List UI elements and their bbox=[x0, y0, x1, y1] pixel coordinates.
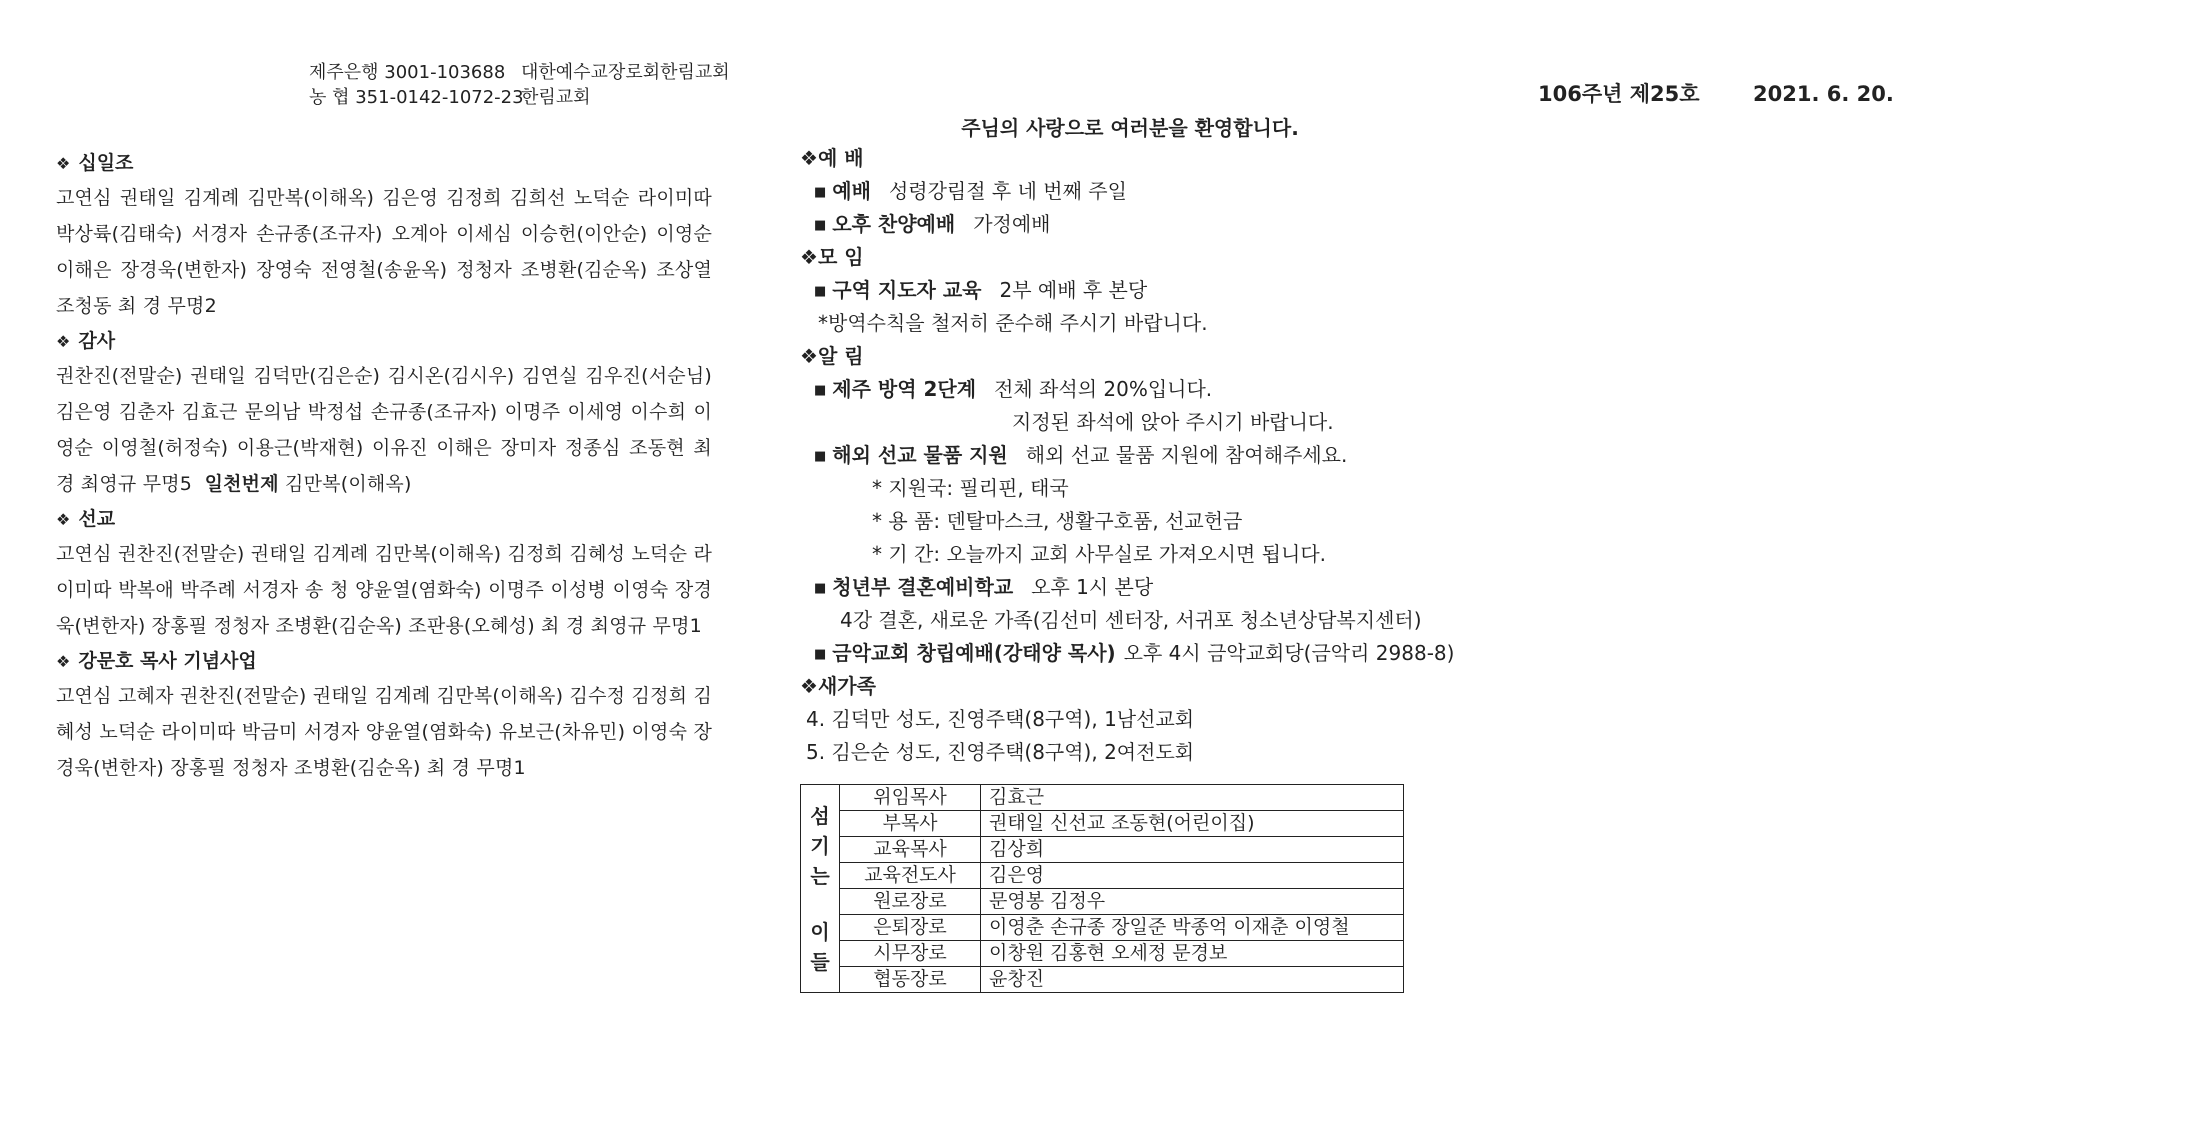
table-row bbox=[801, 889, 1404, 915]
square-bullet-icon: ■ bbox=[814, 449, 827, 464]
staff-names: 김은영 bbox=[981, 863, 1404, 889]
square-bullet-icon: ■ bbox=[814, 647, 827, 662]
diamond-bullet-icon: ❖ bbox=[800, 146, 818, 170]
issue-info bbox=[1538, 78, 1894, 108]
thanks-names: 권찬진(전말순) 권태일 김덕만(김은순) 김시온(김시우) 김연실 김우진(서순님) 김은영 김춘자 김효근 문의남 박정섭 손규종(조규자) 이명주 이세영 이수희 이영순 이영철(허정숙) 이용근(박재현) 이유진 이해은 장미자 정종심 조동현 최 경 최영규 무명5 일천번제 김만복(이해옥) bbox=[56, 365, 712, 495]
bank-line1-label: 제주은행 3001-103688 bbox=[309, 62, 506, 83]
table-row bbox=[801, 967, 1404, 993]
thanks-heading: ❖ 감사 bbox=[56, 330, 116, 352]
special-offering-name: 김만복(이해옥) bbox=[285, 473, 412, 495]
square-bullet-icon: ■ bbox=[814, 284, 827, 299]
diamond-bullet-icon: ❖ bbox=[56, 510, 71, 529]
table-row bbox=[801, 863, 1404, 889]
meeting-item: ■ 구역 지도자 교육 2부 예배 후 본당 bbox=[814, 278, 1148, 302]
bank-line1-value: 대한예수교장로회한림교회 bbox=[521, 62, 730, 83]
notice-youth: ■ 청년부 결혼예비학교 오후 1시 본당 bbox=[814, 575, 1154, 599]
square-bullet-icon: ■ bbox=[814, 185, 827, 200]
diamond-bullet-icon: ❖ bbox=[800, 674, 818, 698]
table-row bbox=[801, 811, 1404, 837]
staff-role: 교육전도사 bbox=[840, 863, 981, 889]
table-row bbox=[801, 941, 1404, 967]
bank-accounts bbox=[309, 60, 730, 110]
staff-names: 김상희 bbox=[981, 837, 1404, 863]
meeting-note: *방역수칙을 철저히 준수해 주시기 바랍니다. bbox=[818, 311, 1208, 335]
notice-quarantine: ■ 제주 방역 2단계 전체 좌석의 20%입니다. bbox=[814, 377, 1213, 401]
diamond-bullet-icon: ❖ bbox=[56, 332, 71, 351]
issue-number: 106주년 제25호 bbox=[1538, 82, 1700, 106]
staff-role: 위임목사 bbox=[840, 785, 981, 811]
newcomers-heading: ❖새가족 bbox=[800, 674, 876, 698]
staff-names: 이창원 김홍현 오세정 문경보 bbox=[981, 941, 1404, 967]
worship-item: ■ 오후 찬양예배 가정예배 bbox=[814, 212, 1051, 236]
table-row bbox=[801, 837, 1404, 863]
newcomer-item: 5. 김은순 성도, 진영주택(8구역), 2여전도회 bbox=[806, 740, 1195, 764]
notices-heading: ❖알 림 bbox=[800, 344, 864, 368]
table-row bbox=[801, 785, 1404, 811]
worship-heading: ❖예 배 bbox=[800, 146, 864, 170]
staff-table bbox=[800, 784, 1404, 993]
staff-role: 시무장로 bbox=[840, 941, 981, 967]
overseas-detail: * 용 품: 덴탈마스크, 생활구호품, 선교헌금 bbox=[872, 509, 1243, 533]
staff-role: 교육목사 bbox=[840, 837, 981, 863]
diamond-bullet-icon: ❖ bbox=[800, 344, 818, 368]
square-bullet-icon: ■ bbox=[814, 218, 827, 233]
diamond-bullet-icon: ❖ bbox=[800, 245, 818, 269]
welcome-message: 주님의 사랑으로 여러분을 환영합니다. bbox=[961, 116, 1299, 140]
mission-heading: ❖ 선교 bbox=[56, 508, 116, 530]
worship-item: ■ 예배 성령강림절 후 네 번째 주일 bbox=[814, 179, 1127, 203]
issue-date: 2021. 6. 20. bbox=[1753, 82, 1894, 106]
newcomer-item: 4. 김덕만 성도, 진영주택(8구역), 1남선교회 bbox=[806, 707, 1195, 731]
diamond-bullet-icon: ❖ bbox=[56, 154, 71, 173]
staff-names: 윤창진 bbox=[981, 967, 1404, 993]
offerings-column bbox=[56, 146, 712, 786]
staff-side-label: 섬 기 는 이 들 bbox=[801, 785, 840, 993]
tithe-names: 고연심 권태일 김계례 김만복(이해옥) 김은영 김정희 김희선 노덕순 라이미따 박상륙(김태숙) 서경자 손규종(조규자) 오계아 이세심 이승헌(이안순) 이영순 이해은 장경욱(변한자) 장영숙 전영철(송윤옥) 정청자 조병환(김순옥) 조상열 조청동 최 경 무명2 bbox=[56, 187, 712, 317]
overseas-detail: * 지원국: 필리핀, 태국 bbox=[872, 476, 1069, 500]
staff-role: 협동장로 bbox=[840, 967, 981, 993]
bank-line2-label: 농 협 351-0142-1072-23 bbox=[309, 87, 524, 108]
square-bullet-icon: ■ bbox=[814, 581, 827, 596]
memorial-names: 고연심 고혜자 권찬진(전말순) 권태일 김계례 김만복(이해옥) 김수정 김정희 김혜성 노덕순 라이미따 박금미 서경자 양윤열(염화숙) 유보근(차유민) 이영숙 장경욱(변한자) 장홍필 정청자 조병환(김순옥) 최 경 무명1 bbox=[56, 685, 712, 779]
bank-line2-value: 한림교회 bbox=[521, 87, 591, 108]
diamond-bullet-icon: ❖ bbox=[56, 652, 71, 671]
meetings-heading: ❖모 임 bbox=[800, 245, 864, 269]
staff-names: 김효근 bbox=[981, 785, 1404, 811]
mission-names: 고연심 권찬진(전말순) 권태일 김계례 김만복(이해옥) 김정희 김혜성 노덕순 라이미따 박복애 박주례 서경자 송 청 양윤열(염화숙) 이명주 이성병 이영숙 장경욱(변한자) 장홍필 정청자 조병환(김순옥) 조판용(오혜성) 최 경 최영규 무명1 bbox=[56, 543, 712, 637]
notice-quarantine-detail: 지정된 좌석에 앉아 주시기 바랍니다. bbox=[1012, 410, 1334, 434]
notice-geumak: ■ 금악교회 창립예배(강태양 목사) 오후 4시 금악교회당(금악리 2988-8) bbox=[814, 641, 1455, 665]
overseas-detail: * 기 간: 오늘까지 교회 사무실로 가져오시면 됩니다. bbox=[872, 542, 1326, 566]
staff-names: 권태일 신선교 조동현(어린이집) bbox=[981, 811, 1404, 837]
staff-role: 은퇴장로 bbox=[840, 915, 981, 941]
table-row bbox=[801, 915, 1404, 941]
notice-overseas: ■ 해외 선교 물품 지원 해외 선교 물품 지원에 참여해주세요. bbox=[814, 443, 1348, 467]
staff-names: 이영춘 손규종 장일준 박종억 이재춘 이영철 bbox=[981, 915, 1404, 941]
square-bullet-icon: ■ bbox=[814, 383, 827, 398]
memorial-heading: ❖ 강문호 목사 기념사업 bbox=[56, 650, 257, 672]
special-offering-label: 일천번제 bbox=[204, 473, 279, 495]
youth-detail: 4강 결혼, 새로운 가족(김선미 센터장, 서귀포 청소년상담복지센터) bbox=[840, 608, 1422, 632]
staff-names: 문영봉 김정우 bbox=[981, 889, 1404, 915]
staff-role: 원로장로 bbox=[840, 889, 981, 915]
tithe-heading: ❖ 십일조 bbox=[56, 152, 134, 174]
staff-role: 부목사 bbox=[840, 811, 981, 837]
announcements-column bbox=[800, 142, 1520, 769]
